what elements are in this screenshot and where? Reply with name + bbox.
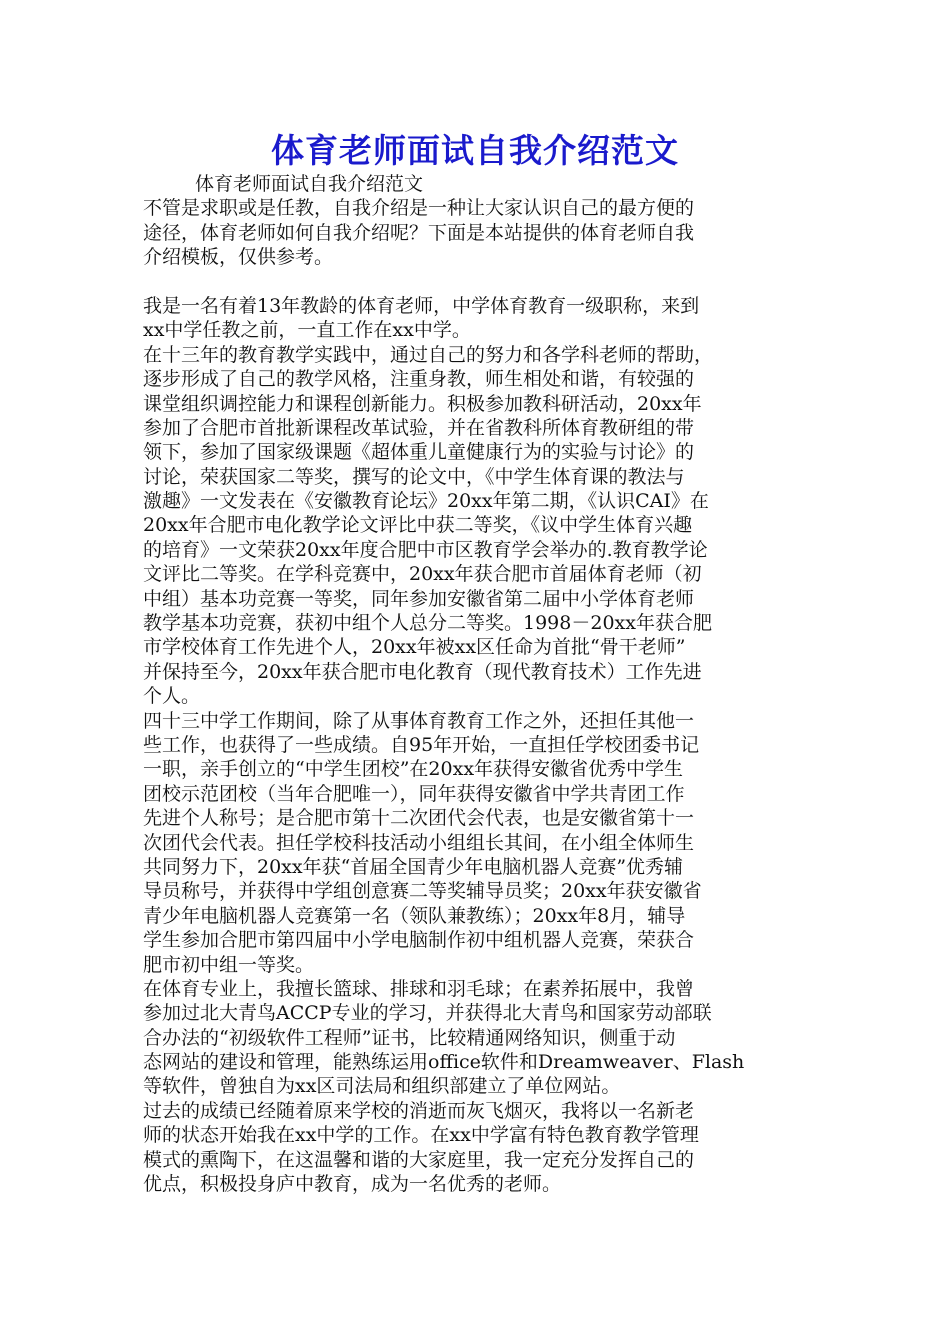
paragraph-line: 共同努力下，20xx年获“首届全国青少年电脑机器人竞赛”优秀辅	[143, 855, 684, 878]
paragraph-line: 20xx年合肥市电化教学论文评比中获二等奖，《议中学生体育兴趣	[143, 514, 693, 537]
paragraph-line: 教学基本功竞赛，获初中组个人总分二等奖。1998－20xx年获合肥	[143, 612, 712, 635]
paragraph-line: 参加过北大青鸟ACCP专业的学习，并获得北大青鸟和国家劳动部联	[143, 1002, 712, 1025]
paragraph-line: 肥市初中组一等奖。	[143, 953, 315, 976]
paragraph	[143, 1099, 808, 1197]
paragraph-line: 参加了合肥市首批新课程改革试验，并在省教科所体育教研组的带	[143, 416, 695, 439]
paragraph-line: 在体育专业上，我擅长篮球、排球和羽毛球；在素养拓展中，我曾	[143, 977, 695, 1000]
paragraph-line: 过去的成绩已经随着原来学校的消逝而灰飞烟灭，我将以一名新老	[143, 1099, 695, 1122]
paragraph-line: 领下，参加了国家级课题《超体重儿童健康行为的实验与讨论》的	[143, 441, 695, 464]
paragraph-line: 文评比二等奖。在学科竞赛中，20xx年获合肥市首届体育老师（初	[143, 563, 702, 586]
paragraph-line: 我是一名有着13年教龄的体育老师，中学体育教育一级职称，来到	[143, 294, 700, 317]
paragraph-line: 优点，积极投身庐中教育，成为一名优秀的老师。	[143, 1173, 562, 1196]
paragraph-line: 模式的熏陶下，在这温馨和谐的大家庭里，我一定充分发挥自己的	[143, 1148, 695, 1171]
paragraph-line: 导员称号，并获得中学组创意赛二等奖辅导员奖；20xx年获安徽省	[143, 880, 702, 903]
paragraph-line: 个人。	[143, 685, 201, 708]
paragraph-line: 些工作，也获得了一些成绩。自95年开始，一直担任学校团委书记	[143, 733, 700, 756]
paragraph-line: 学生参加合肥市第四届中小学电脑制作初中组机器人竞赛，荣获合	[143, 929, 695, 952]
paragraph-line: xx中学任教之前，一直工作在xx中学。	[143, 319, 471, 342]
blank-line	[143, 270, 808, 294]
paragraph-line: 先进个人称号；是合肥市第十二次团代会代表，也是安徽省第十一	[143, 807, 695, 830]
paragraph-line: 次团代会代表。担任学校科技活动小组组长其间，在小组全体师生	[143, 831, 695, 854]
paragraph-line: 激趣》一文发表在《安徽教育论坛》20xx年第二期，《认识CAI》在	[143, 490, 709, 513]
paragraph	[143, 709, 808, 977]
paragraph-line: 逐步形成了自己的教学风格，注重身教，师生相处和谐，有较强的	[143, 368, 695, 391]
paragraph-line: 中组）基本功竞赛一等奖，同年参加安徽省第二届中小学体育老师	[143, 587, 695, 610]
document-body	[143, 172, 808, 1196]
document-subtitle: 体育老师面试自我介绍范文	[195, 173, 424, 195]
paragraph-line: 态网站的建设和管理，能熟练运用office软件和Dreamweaver、Flash	[143, 1051, 745, 1074]
paragraph-line: 课堂组织调控能力和课程创新能力。积极参加教科研活动，20xx年	[143, 392, 702, 415]
paragraph	[143, 977, 808, 1099]
paragraph-line: 在十三年的教育教学实践中，通过自己的努力和各学科老师的帮助，	[143, 343, 714, 366]
paragraph	[143, 343, 808, 709]
paragraph	[143, 294, 808, 343]
paragraph-line: 合办法的“初级软件工程师”证书，比较精通网络知识，侧重于动	[143, 1026, 676, 1049]
paragraph-line: 介绍模板，仅供参考。	[143, 246, 334, 269]
paragraph-list	[143, 196, 808, 1196]
document-title: 体育老师面试自我介绍范文	[271, 131, 679, 170]
paragraph	[143, 196, 808, 269]
paragraph-line: 青少年电脑机器人竞赛第一名（领队兼教练）；20xx年8月，辅导	[143, 904, 686, 927]
paragraph-line: 途径，体育老师如何自我介绍呢？下面是本站提供的体育老师自我	[143, 221, 695, 244]
paragraph-line: 的培育》一文荣获20xx年度合肥中市区教育学会举办的.教育教学论	[143, 538, 708, 561]
paragraph-line: 一职，亲手创立的“中学生团校”在20xx年获得安徽省优秀中学生	[143, 758, 684, 781]
paragraph-line: 不管是求职或是任教，自我介绍是一种让大家认识自己的最方便的	[143, 197, 695, 220]
paragraph-line: 师的状态开始我在xx中学的工作。在xx中学富有特色教育教学管理	[143, 1124, 699, 1147]
paragraph-line: 团校示范团校（当年合肥唯一），同年获得安徽省中学共青团工作	[143, 782, 685, 805]
paragraph-line: 等软件，曾独自为xx区司法局和组织部建立了单位网站。	[143, 1075, 621, 1098]
paragraph-line: 并保持至今，20xx年获合肥市电化教育（现代教育技术）工作先进	[143, 660, 702, 683]
paragraph-line: 市学校体育工作先进个人，20xx年被xx区任命为首批“骨干老师”	[143, 636, 686, 659]
paragraph-line: 四十三中学工作期间，除了从事体育教育工作之外，还担任其他一	[143, 709, 695, 732]
paragraph-line: 讨论，荣获国家二等奖，撰写的论文中，《中学生体育课的教法与	[143, 465, 685, 488]
